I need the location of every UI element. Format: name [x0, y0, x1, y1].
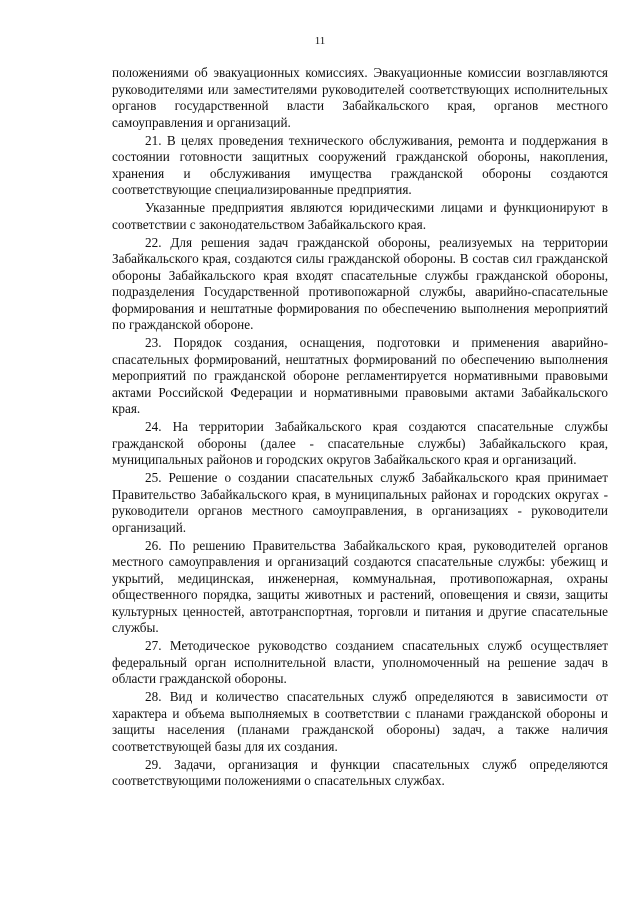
paragraph-continuation: положениями об эвакуационных комиссиях. Эвакуационные комиссии возглавляются руководителями или заместителями руководителей соответствующих исполнительных органов государственной власти Забайкальского края, органов местного самоуправления и организаций. [112, 65, 608, 130]
document-body [112, 65, 608, 791]
paragraph-25: 25. Решение о создании спасательных служб Забайкальского края принимает Правительство Забайкальского края, в муниципальных районах и городских округах - руководители органов местного самоуправления, в организациях - руководители организаций. [112, 470, 608, 535]
paragraph-27: 27. Методическое руководство созданием спасательных служб осуществляет федеральный орган исполнительной власти, уполномоченный на решение задач в области гражданской обороны. [112, 638, 608, 686]
paragraph-21-note: Указанные предприятия являются юридическими лицами и функционируют в соответствии с законодательством Забайкальского края. [112, 200, 608, 232]
paragraph-29: 29. Задачи, организация и функции спасательных служб определяются соответствующими положениями о спасательных службах. [112, 756, 608, 788]
paragraph-23: 23. Порядок создания, оснащения, подготовки и применения аварийно-спасательных формирований, нештатных формирований по обеспечению выполнения мероприятий по гражданской обороне регламентируется нормативными правовыми актами Российской Федерации и нормативными правовыми актами Забайкальского края. [112, 335, 608, 416]
paragraph-28: 28. Вид и количество спасательных служб определяются в зависимости от характера и объема выполняемых в соответствии с планами гражданской обороны и защиты населения (планами гражданской обороны) задач, а также наличия соответствующей базы для их создания. [112, 689, 608, 754]
paragraph-21: 21. В целях проведения технического обслуживания, ремонта и поддержания в состоянии готовности защитных сооружений гражданской обороны, накопления, хранения и обслуживания имущества гражданской обороны создаются соответствующие специализированные предприятия. [112, 132, 608, 197]
paragraph-24: 24. На территории Забайкальского края создаются спасательные службы гражданской обороны (далее - спасательные службы) Забайкальского края, муниципальных районов и городских округов Забайкальского края и организаций. [112, 419, 608, 467]
paragraph-22: 22. Для решения задач гражданской обороны, реализуемых на территории Забайкальского края, создаются силы гражданской обороны. В состав сил гражданской обороны Забайкальского края входят спасательные службы гражданской обороны, подразделения Государственной противопожарной службы, аварийно-спасательные формирования и нештатные формирования по обеспечению выполнения мероприятий по гражданской обороне. [112, 234, 608, 332]
paragraph-26: 26. По решению Правительства Забайкальского края, руководителей органов местного самоуправления и организаций создаются спасательные службы: убежищ и укрытий, медицинская, инженерная, коммунальная, противопожарная, охраны общественного порядка, защиты животных и растений, оповещения и связи, защиты культурных ценностей, автотранспортная, торговли и питания и другие спасательные службы. [112, 537, 608, 635]
page-number: 11 [314, 35, 326, 47]
